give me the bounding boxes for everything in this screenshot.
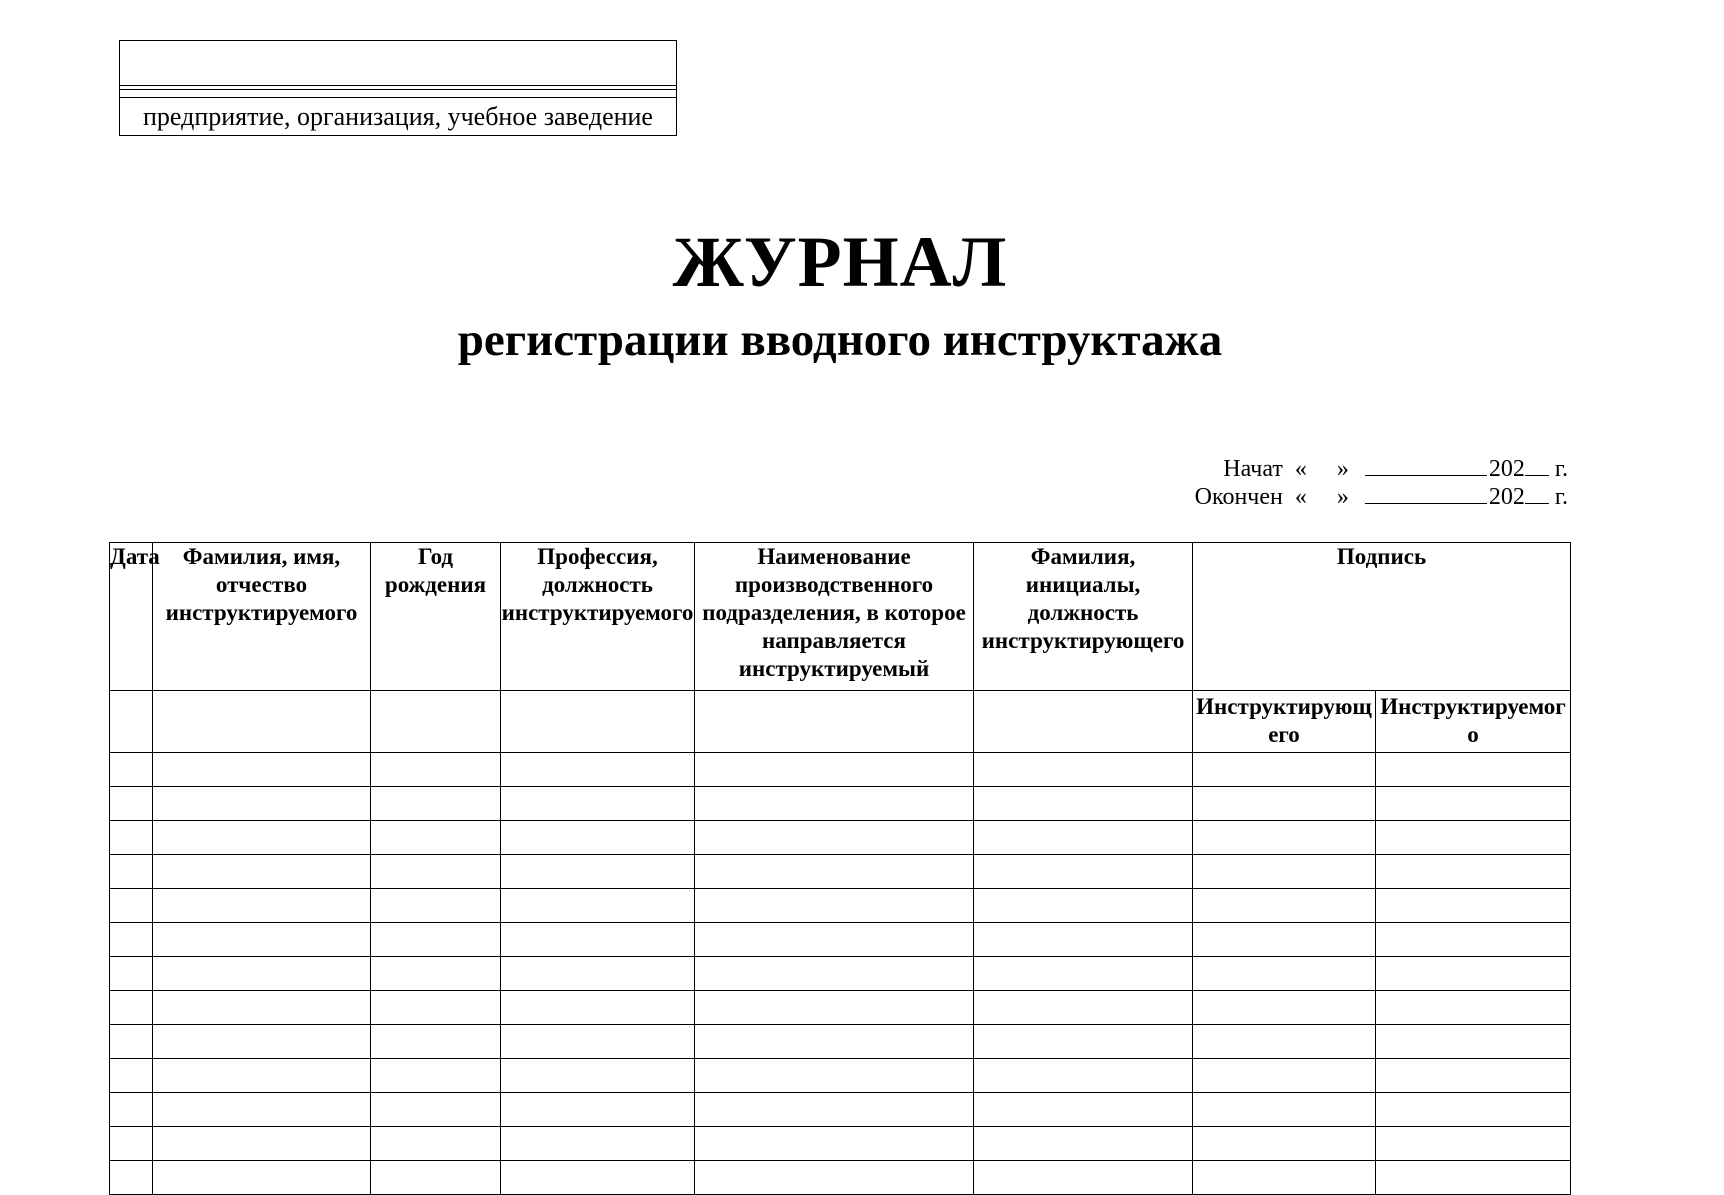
table-cell[interactable] <box>371 957 501 991</box>
quote-close: » <box>1336 456 1349 482</box>
document-title: ЖУРНАЛ <box>672 222 1008 302</box>
table-cell[interactable] <box>153 753 371 787</box>
table-cell[interactable] <box>153 855 371 889</box>
table-cell[interactable] <box>371 821 501 855</box>
table-cell[interactable] <box>1193 1161 1376 1195</box>
year-prefix: 202 <box>1488 456 1525 482</box>
table-cell[interactable] <box>974 821 1193 855</box>
table-cell[interactable] <box>371 855 501 889</box>
organization-box <box>119 40 677 136</box>
organization-caption: предприятие, организация, учебное заведение <box>143 102 653 131</box>
organization-fill-line <box>120 89 676 90</box>
organization-divider <box>120 97 676 98</box>
table-cell[interactable] <box>110 787 153 821</box>
table-cell[interactable] <box>110 1059 153 1093</box>
header-blank-cell <box>110 691 153 753</box>
table-cell[interactable] <box>110 753 153 787</box>
table-cell[interactable] <box>153 1093 371 1127</box>
end-date-line <box>1195 483 1568 511</box>
header-blank-cell <box>974 691 1193 753</box>
table-cell[interactable] <box>110 889 153 923</box>
table-cell[interactable] <box>695 889 974 923</box>
year-suffix: г. <box>1554 484 1568 510</box>
header-blank-cell <box>153 691 371 753</box>
table-cell[interactable] <box>1376 821 1571 855</box>
table-cell[interactable] <box>1376 957 1571 991</box>
table-cell[interactable] <box>1193 821 1376 855</box>
table-cell[interactable] <box>153 821 371 855</box>
table-cell[interactable] <box>110 855 153 889</box>
table-cell[interactable] <box>1193 1059 1376 1093</box>
table-cell[interactable] <box>1193 855 1376 889</box>
table-body <box>110 753 1571 1195</box>
table-cell[interactable] <box>974 1161 1193 1195</box>
table-cell[interactable] <box>1193 991 1376 1025</box>
table-cell[interactable] <box>501 1025 695 1059</box>
table-cell[interactable] <box>501 1093 695 1127</box>
table-cell[interactable] <box>501 753 695 787</box>
table-cell[interactable] <box>371 753 501 787</box>
table-cell[interactable] <box>371 1161 501 1195</box>
end-date-label: Окончен <box>1194 484 1283 510</box>
table-cell[interactable] <box>110 821 153 855</box>
table-cell[interactable] <box>501 787 695 821</box>
table-cell[interactable] <box>110 1161 153 1195</box>
table-row <box>110 1161 1571 1195</box>
start-date-label: Начат <box>1223 456 1283 482</box>
quote-close: » <box>1336 484 1349 510</box>
table-cell[interactable] <box>1193 1025 1376 1059</box>
table-cell[interactable] <box>695 991 974 1025</box>
table-cell[interactable] <box>695 1025 974 1059</box>
table-cell[interactable] <box>1376 855 1571 889</box>
year-prefix: 202 <box>1488 484 1525 510</box>
table-cell[interactable] <box>153 1161 371 1195</box>
registration-table <box>109 542 1571 1195</box>
table-cell[interactable] <box>501 821 695 855</box>
column-header-date: Дата <box>110 543 153 691</box>
month-blank[interactable] <box>1365 485 1487 504</box>
table-cell[interactable] <box>695 1059 974 1093</box>
column-header-signature-instructor: Инструктирующ его <box>1193 691 1376 753</box>
table-cell[interactable] <box>1193 923 1376 957</box>
table-cell[interactable] <box>371 991 501 1025</box>
table-row <box>110 1127 1571 1161</box>
table-cell[interactable] <box>501 923 695 957</box>
table-cell[interactable] <box>153 1127 371 1161</box>
organization-fill-line <box>120 85 676 86</box>
table-cell[interactable] <box>371 1059 501 1093</box>
table-cell[interactable] <box>371 1025 501 1059</box>
table-cell[interactable] <box>371 787 501 821</box>
table-row <box>110 889 1571 923</box>
table-row <box>110 855 1571 889</box>
table-cell[interactable] <box>371 1093 501 1127</box>
table-cell[interactable] <box>1376 1127 1571 1161</box>
table-cell[interactable] <box>1376 1059 1571 1093</box>
table-cell[interactable] <box>974 787 1193 821</box>
table-cell[interactable] <box>501 991 695 1025</box>
table-cell[interactable] <box>153 787 371 821</box>
column-header-department: Наименование производственного подразделения, в которое направляется инструктируемый <box>695 543 974 691</box>
table-cell[interactable] <box>1376 1093 1571 1127</box>
table-cell[interactable] <box>110 923 153 957</box>
table-row <box>110 821 1571 855</box>
table-cell[interactable] <box>1193 1093 1376 1127</box>
table-cell[interactable] <box>974 753 1193 787</box>
table-cell[interactable] <box>1376 1161 1571 1195</box>
table-cell[interactable] <box>974 957 1193 991</box>
column-header-full-name: Фамилия, имя, отчество инструктируемого <box>153 543 371 691</box>
table-cell[interactable] <box>974 1059 1193 1093</box>
table-cell[interactable] <box>974 1093 1193 1127</box>
table-cell[interactable] <box>501 1161 695 1195</box>
month-blank[interactable] <box>1365 457 1487 476</box>
table-cell[interactable] <box>110 1127 153 1161</box>
table-cell[interactable] <box>371 1127 501 1161</box>
table-cell[interactable] <box>695 1093 974 1127</box>
table-cell[interactable] <box>501 855 695 889</box>
table-cell[interactable] <box>974 1025 1193 1059</box>
table-row <box>110 991 1571 1025</box>
table-cell[interactable] <box>501 1127 695 1161</box>
table-cell[interactable] <box>695 753 974 787</box>
table-cell[interactable] <box>695 821 974 855</box>
column-header-profession: Профессия, должность инструктируемого <box>501 543 695 691</box>
header-blank-cell <box>501 691 695 753</box>
table-cell[interactable] <box>153 957 371 991</box>
table-cell[interactable] <box>1193 787 1376 821</box>
column-header-signature: Подпись <box>1193 543 1571 691</box>
header-blank-cell <box>371 691 501 753</box>
column-header-signature-trainee: Инструктируемог о <box>1376 691 1571 753</box>
table-cell[interactable] <box>1193 1127 1376 1161</box>
table-cell[interactable] <box>153 1025 371 1059</box>
table-cell[interactable] <box>695 787 974 821</box>
year-blank[interactable] <box>1525 457 1549 476</box>
table-cell[interactable] <box>1376 923 1571 957</box>
table-cell[interactable] <box>371 923 501 957</box>
year-blank[interactable] <box>1525 485 1549 504</box>
header-blank-cell <box>695 691 974 753</box>
table-cell[interactable] <box>110 1025 153 1059</box>
table-cell[interactable] <box>974 923 1193 957</box>
table-row <box>110 753 1571 787</box>
quote-open: « <box>1294 456 1307 482</box>
table-cell[interactable] <box>1193 889 1376 923</box>
table-cell[interactable] <box>695 1127 974 1161</box>
table-cell[interactable] <box>153 991 371 1025</box>
table-cell[interactable] <box>110 991 153 1025</box>
table-cell[interactable] <box>695 957 974 991</box>
column-header-instructor: Фамилия, инициалы, должность инструктирующего <box>974 543 1193 691</box>
table-cell[interactable] <box>1376 991 1571 1025</box>
year-suffix: г. <box>1554 456 1568 482</box>
table-cell[interactable] <box>974 1127 1193 1161</box>
start-date-line <box>1223 455 1568 483</box>
table-cell[interactable] <box>1376 787 1571 821</box>
table-row <box>110 1059 1571 1093</box>
table-row <box>110 1025 1571 1059</box>
table-cell[interactable] <box>501 1059 695 1093</box>
table-cell[interactable] <box>695 855 974 889</box>
table-cell[interactable] <box>974 889 1193 923</box>
table-cell[interactable] <box>1376 753 1571 787</box>
table-cell[interactable] <box>110 1093 153 1127</box>
table-cell[interactable] <box>153 889 371 923</box>
table-cell[interactable] <box>695 923 974 957</box>
table-cell[interactable] <box>1376 889 1571 923</box>
document-subtitle: регистрации вводного инструктажа <box>457 314 1223 366</box>
table-cell[interactable] <box>695 1161 974 1195</box>
table-cell[interactable] <box>110 957 153 991</box>
table-cell[interactable] <box>1376 1025 1571 1059</box>
table-cell[interactable] <box>501 889 695 923</box>
table-cell[interactable] <box>1193 753 1376 787</box>
column-header-birth-year: Год рождения <box>371 543 501 691</box>
table-cell[interactable] <box>974 991 1193 1025</box>
table-cell[interactable] <box>1193 957 1376 991</box>
table-row <box>110 787 1571 821</box>
quote-open: « <box>1294 484 1307 510</box>
table-row <box>110 957 1571 991</box>
table-row <box>110 923 1571 957</box>
table-cell[interactable] <box>371 889 501 923</box>
table-cell[interactable] <box>974 855 1193 889</box>
table-cell[interactable] <box>153 923 371 957</box>
table-cell[interactable] <box>153 1059 371 1093</box>
table-row <box>110 1093 1571 1127</box>
table-cell[interactable] <box>501 957 695 991</box>
